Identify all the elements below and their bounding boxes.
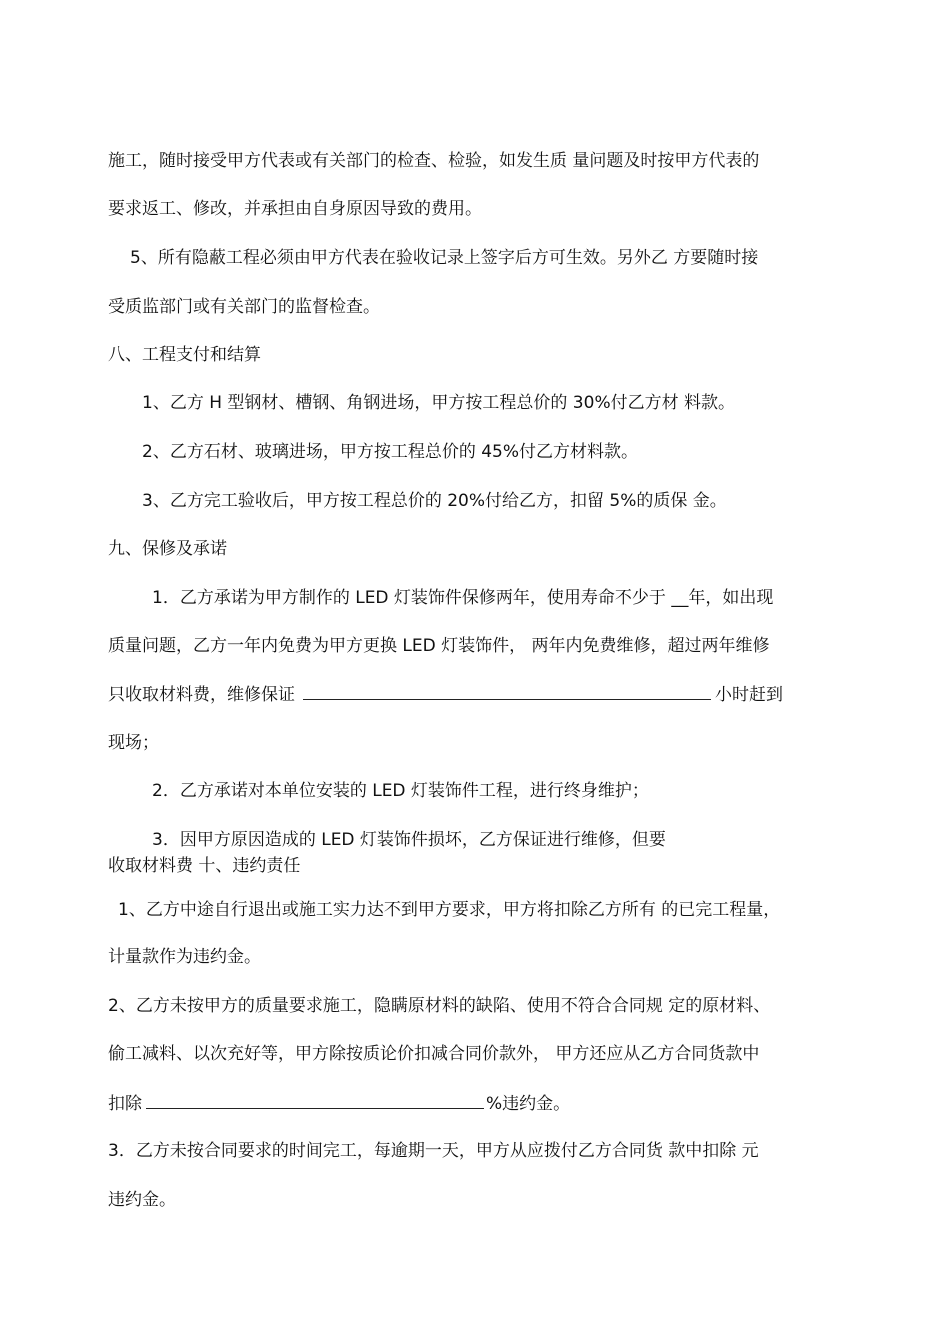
paragraph-line: 计量款作为违约金。 bbox=[108, 947, 261, 967]
paragraph-line: 现场； bbox=[108, 733, 159, 753]
paragraph-line: 2．乙方承诺对本单位安装的 LED 灯装饰件工程，进行终身维护； bbox=[152, 781, 649, 801]
section-heading: 九、保修及承诺 bbox=[108, 539, 227, 559]
paragraph-line: 偷工减料、以次充好等，甲方除按质论价扣减合同价款外， 甲方还应从乙方合同货款中 bbox=[108, 1044, 760, 1064]
paragraph-line bbox=[108, 683, 783, 706]
line-text: 小时赶到 bbox=[715, 685, 783, 705]
paragraph-line: 要求返工、修改，并承担由自身原因导致的费用。 bbox=[108, 199, 482, 219]
fill-in-blank bbox=[146, 1092, 484, 1109]
line-text: %违约金。 bbox=[486, 1094, 571, 1114]
paragraph-line bbox=[108, 1092, 570, 1115]
paragraph-line: 2、乙方石材、玻璃进场，甲方按工程总价的 45%付乙方材料款。 bbox=[142, 442, 639, 462]
paragraph-line: 施工，随时接受甲方代表或有关部门的检查、检验，如发生质 量问题及时按甲方代表的 bbox=[108, 151, 760, 171]
paragraph-line: 质量问题，乙方一年内免费为甲方更换 LED 灯装饰件， 两年内免费维修，超过两年维修 bbox=[108, 636, 770, 656]
paragraph-line: 1、乙方中途自行退出或施工实力达不到甲方要求，甲方将扣除乙方所有 的已完工程量， bbox=[118, 900, 781, 920]
paragraph-line: 2、乙方未按甲方的质量要求施工，隐瞒原材料的缺陷、使用不符合合同规 定的原材料、 bbox=[108, 996, 771, 1016]
line-text: 扣除 bbox=[108, 1094, 142, 1114]
paragraph-line: 3．因甲方原因造成的 LED 灯装饰件损坏，乙方保证进行维修，但要 bbox=[152, 830, 666, 850]
paragraph-line: 受质监部门或有关部门的监督检查。 bbox=[108, 297, 380, 317]
paragraph-line: 1、乙方 H 型钢材、槽钢、角钢进场，甲方按工程总价的 30%付乙方材 料款。 bbox=[142, 393, 735, 413]
paragraph-line: 收取材料费 十、违约责任 bbox=[108, 856, 301, 876]
fill-in-blank bbox=[303, 683, 711, 700]
line-text: 只收取材料费，维修保证 bbox=[108, 685, 295, 705]
paragraph-line: 5、所有隐蔽工程必须由甲方代表在验收记录上签字后方可生效。另外乙 方要随时接 bbox=[130, 248, 759, 268]
paragraph-line: 3．乙方未按合同要求的时间完工，每逾期一天，甲方从应拨付乙方合同货 款中扣除 元 bbox=[108, 1141, 759, 1161]
paragraph-line: 3、乙方完工验收后，甲方按工程总价的 20%付给乙方，扣留 5%的质保 金。 bbox=[142, 491, 727, 511]
section-heading: 八、工程支付和结算 bbox=[108, 345, 261, 365]
paragraph-line: 1．乙方承诺为甲方制作的 LED 灯装饰件保修两年，使用寿命不少于 __年，如出现 bbox=[152, 588, 774, 608]
paragraph-line: 违约金。 bbox=[108, 1190, 176, 1210]
